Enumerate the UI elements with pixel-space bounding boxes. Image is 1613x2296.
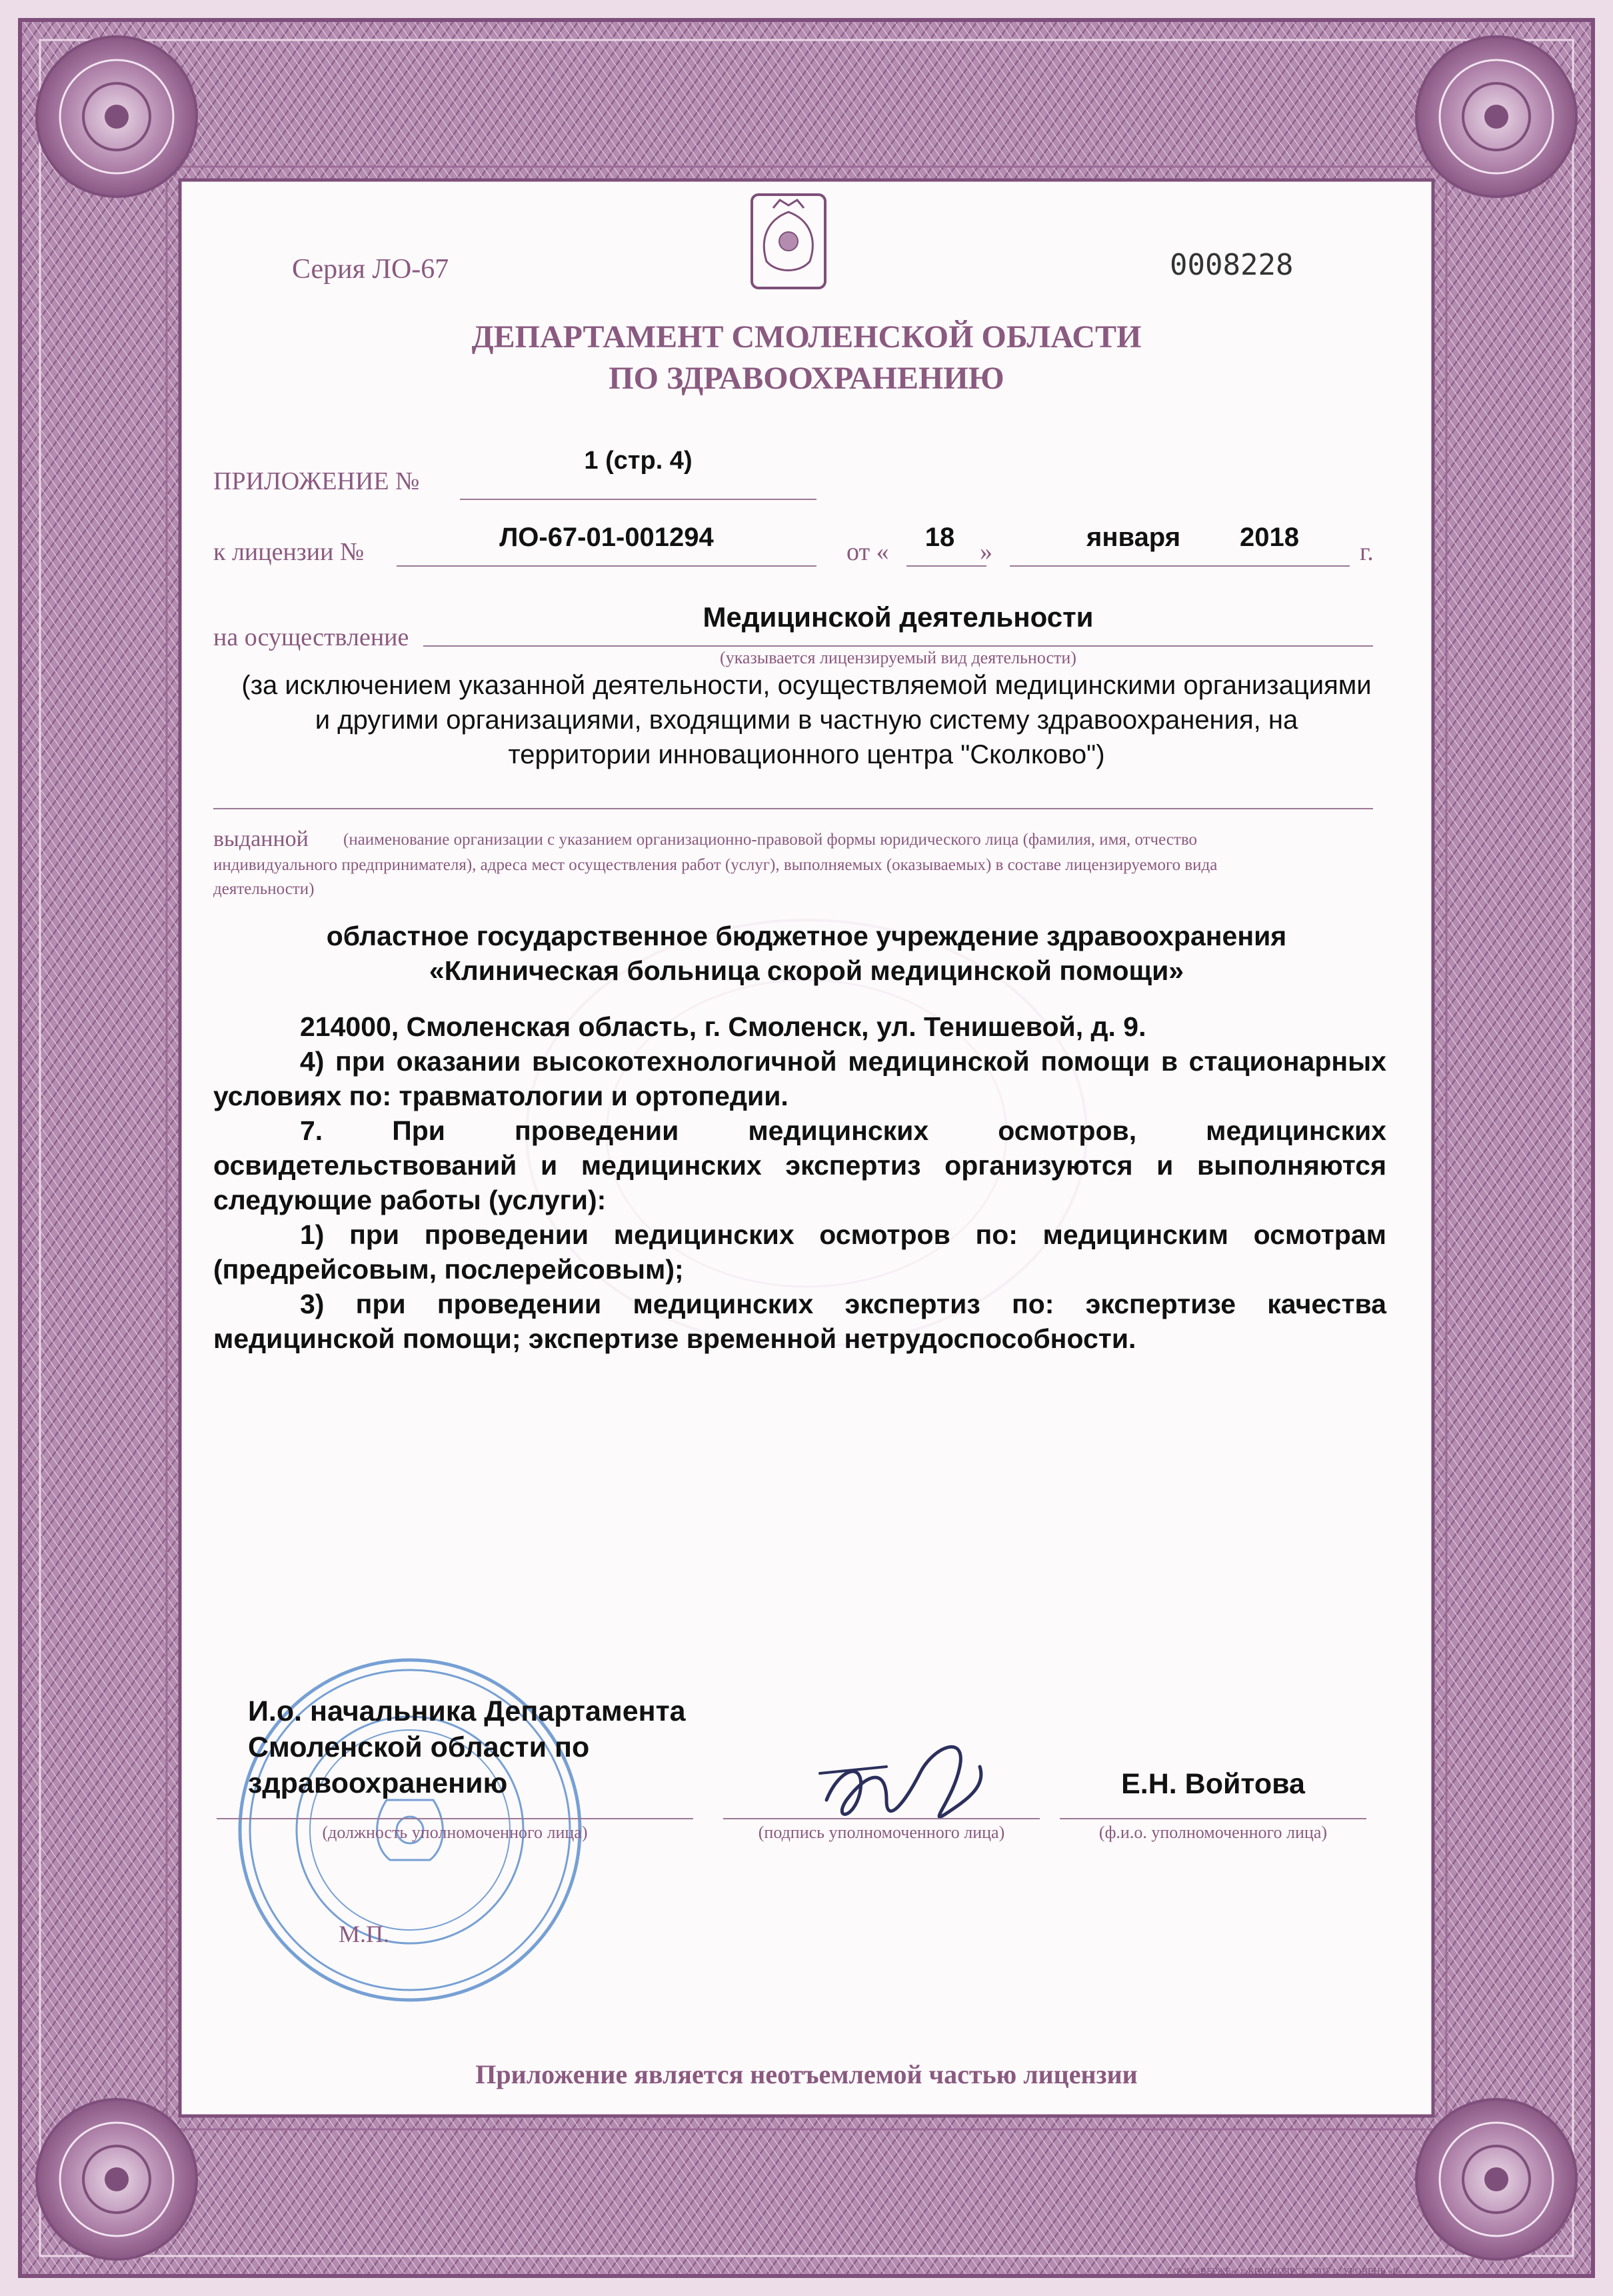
issued-caption-line2: индивидуального предпринимателя), адреса мест осуществления работ (услуг), выполняемых (оказываемых) в составе лицензируемого вида [213, 856, 1218, 874]
series-label: Серия ЛО-67 [292, 254, 449, 285]
license-day-close: » [980, 538, 992, 566]
license-day: 18 [924, 523, 955, 552]
authority-title-line1: ДЕПАРТАМЕНТ СМОЛЕНСКОЙ ОБЛАСТИ [471, 319, 1142, 355]
activity-value: Медицинской деятельности [703, 601, 1094, 633]
license-label: к лицензии № [213, 538, 365, 566]
issued-label: выданной [213, 827, 309, 851]
signature-caption: (подпись уполномоченного лица) [758, 1823, 1005, 1842]
authority-title-line2: ПО ЗДРАВООХРАНЕНИЮ [609, 361, 1004, 396]
issued-caption-line3: деятельности) [213, 880, 315, 898]
item-7-3-paragraph: 3) при проведении медицинских экспертиз по: экспертизе качества медицинской помощи; экспертизе временной нетрудоспособности. [213, 1289, 1386, 1354]
name-caption: (ф.и.о. уполномоченного лица) [1098, 1823, 1328, 1842]
organization-line: «Клиническая больница скорой медицинской помощи» [429, 955, 1184, 986]
address-paragraph: 214000, Смоленская область, г. Смоленск, ул. Тенишевой, д. 9. [300, 1011, 1146, 1042]
printer-imprint: ООО «ВЕРЖЕ», г. КРАСНОЯРСК, 2017 г., УРОВЕНЬ «Б» [1173, 2267, 1403, 2277]
license-date-from-label: от « [846, 538, 889, 566]
activity-label: на осуществление [213, 623, 409, 651]
exception-line: (за исключением указанной деятельности, осуществляемой медицинскими организациями [241, 671, 1372, 700]
exception-line: и другими организациями, входящими в частную систему здравоохранения, на [315, 705, 1298, 735]
license-year: 2018 [1240, 523, 1299, 552]
activity-exception [200, 668, 1413, 772]
organization-line: областное государственное бюджетное учреждение здравоохранения [326, 921, 1287, 951]
license-number: ЛО-67-01-001294 [499, 523, 714, 552]
appendix-number: 1 (стр. 4) [584, 447, 693, 475]
stamp-place-label: М.П. [339, 1921, 390, 1947]
license-year-suffix: г. [1360, 538, 1374, 566]
activity-caption: (указывается лицензируемый вид деятельности) [720, 648, 1076, 667]
item-7-1-paragraph: 1) при проведении медицинских осмотров по: медицинским осмотрам (предрейсовым, послерейсовым); [213, 1219, 1386, 1285]
corner-rosette-icon [1416, 2099, 1576, 2259]
position-line: здравоохранению [248, 1767, 508, 1799]
position-line: И.о. начальника Департамента [248, 1695, 686, 1727]
position-line: Смоленской области по [248, 1731, 590, 1763]
organization-name [200, 919, 1413, 988]
corner-rosette-icon [37, 2099, 197, 2259]
form-number: 0008228 [1170, 248, 1294, 282]
license-content [213, 1009, 1386, 1356]
signatory-name: Е.Н. Войтова [1121, 1768, 1305, 1800]
corner-rosette-icon [1416, 37, 1576, 197]
appendix-label: ПРИЛОЖЕНИЕ № [213, 467, 420, 495]
item-7-paragraph: 7. При проведении медицинских осмотров, медицинских освидетельствований и медицинских экспертиз организуются и выполняются следующие работы (услуги): [213, 1115, 1386, 1215]
issued-caption-line1: (наименование организации с указанием организационно-правовой формы юридического лица (фамилия, имя, отчество [343, 831, 1197, 849]
license-month: января [1086, 523, 1181, 552]
footer-note: Приложение является неотъемлемой частью лицензии [475, 2059, 1138, 2089]
item-4-paragraph: 4) при оказании высокотехнологичной медицинской помощи в стационарных условиях по: травматологии и ортопедии. [213, 1046, 1386, 1111]
corner-rosette-icon [37, 37, 197, 197]
signatory-position [248, 1693, 781, 1801]
exception-line: территории инновационного центра "Сколково") [508, 740, 1105, 769]
position-caption: (должность уполномоченного лица) [322, 1823, 588, 1842]
